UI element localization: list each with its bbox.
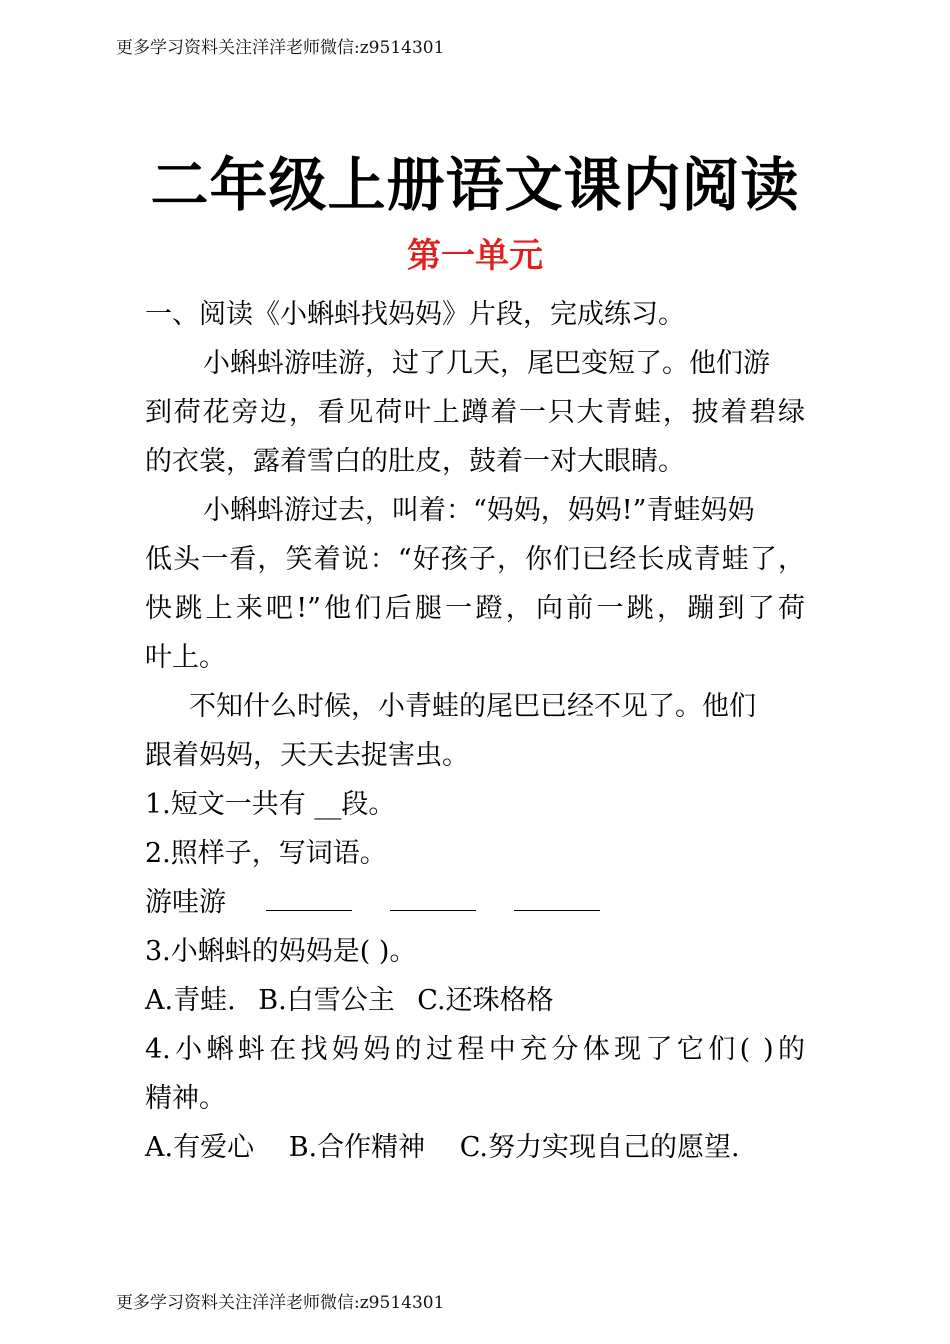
question-3: 3.小蝌蚪的妈妈是( )。	[145, 936, 417, 967]
passage-line: 小蝌蚪游过去，叫着：“妈妈，妈妈!”青蛙妈妈	[203, 495, 755, 526]
question-2: 2.照样子，写词语。	[145, 838, 387, 869]
passage-line: 叶上。	[145, 642, 226, 673]
passage-line: 快跳上来吧!”他们后腿一蹬，向前一跳，蹦到了荷	[145, 593, 805, 624]
page-title: 二年级上册语文课内阅读	[150, 151, 800, 219]
question-4: 4.小蝌蚪在找妈妈的过程中充分体现了它们( )的	[145, 1034, 805, 1065]
option-a: A.有爱心	[145, 1132, 255, 1163]
passage-line: 小蝌蚪游哇游，过了几天，尾巴变短了。他们游	[203, 348, 770, 379]
footer-watermark-note: 更多学习资料关注洋洋老师微信:z9514301	[116, 1293, 445, 1313]
question-4-options	[145, 1123, 815, 1172]
answer-blank[interactable]	[514, 880, 600, 911]
option-b: B.白雪公主	[258, 985, 395, 1016]
question-2-example: 游哇游	[145, 887, 226, 918]
passage-line: 到荷花旁边，看见荷叶上蹲着一只大青蛙，披着碧绿	[145, 397, 805, 428]
passage-line: 的衣裳，露着雪白的肚皮，鼓着一对大眼睛。	[145, 446, 685, 477]
question-2-answer-row	[145, 878, 815, 927]
question-3-options	[145, 976, 815, 1025]
unit-title: 第一单元	[407, 236, 543, 276]
reading-section	[145, 290, 815, 1172]
question-4-continued: 精神。	[145, 1083, 226, 1114]
option-c: C.努力实现自己的愿望.	[459, 1132, 740, 1163]
answer-blank[interactable]	[266, 880, 352, 911]
passage-line: 不知什么时候，小青蛙的尾巴已经不见了。他们	[189, 691, 756, 722]
passage-line: 低头一看，笑着说：“好孩子，你们已经长成青蛙了，	[145, 544, 805, 575]
answer-blank[interactable]	[390, 880, 476, 911]
option-b: B.合作精神	[288, 1132, 426, 1163]
option-c: C.还珠格格	[417, 985, 554, 1016]
option-a: A.青蛙.	[145, 985, 236, 1016]
question-1: 1.短文一共有 __段。	[145, 789, 396, 820]
passage-line: 跟着妈妈，天天去捉害虫。	[145, 740, 469, 771]
section-heading: 一、阅读《小蝌蚪找妈妈》片段，完成练习。	[145, 299, 685, 330]
header-watermark-note: 更多学习资料关注洋洋老师微信:z9514301	[116, 38, 445, 58]
